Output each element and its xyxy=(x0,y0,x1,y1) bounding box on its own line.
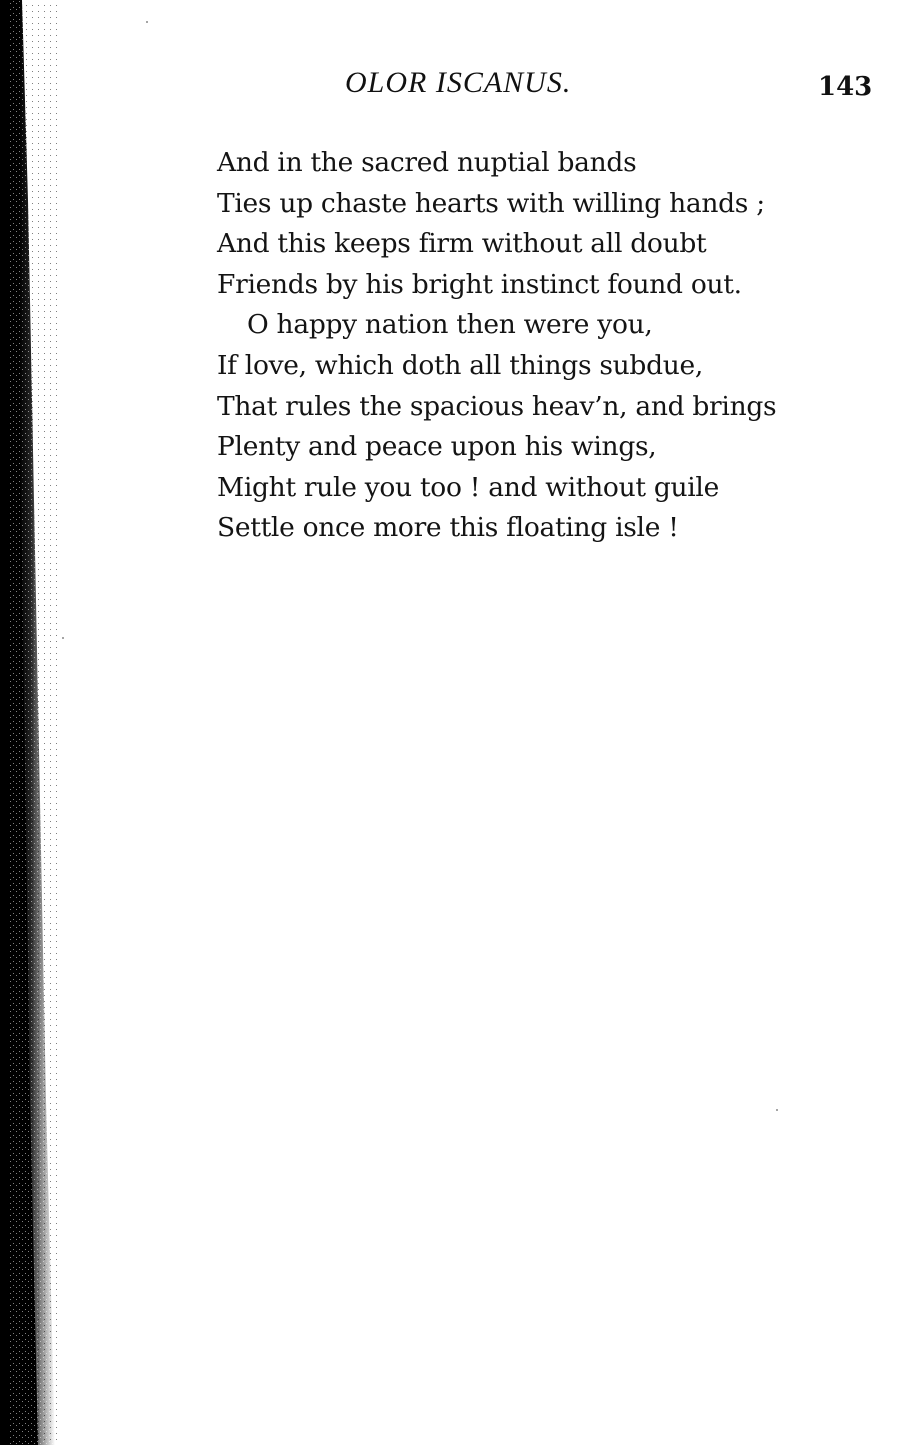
binding-shadow xyxy=(0,0,70,1445)
poem-text xyxy=(217,143,857,549)
poem-line: That rules the spacious heav’n, and brings xyxy=(217,390,777,422)
poem-line: Friends by his bright instinct found out. xyxy=(217,268,742,300)
poem-line: And this keeps firm without all doubt xyxy=(217,228,707,260)
scan-speck xyxy=(776,1109,778,1111)
poem-line: And in the sacred nuptial bands xyxy=(217,147,637,178)
poem-line: Might rule you too ! and without guile xyxy=(217,471,719,503)
poem-line: If love, which doth all things subdue, xyxy=(217,349,704,381)
poem-line: O happy nation then were you, xyxy=(247,309,653,341)
page-number: 143 xyxy=(818,72,873,102)
running-title: OLOR ISCANUS. xyxy=(345,66,572,99)
poem-line: Settle once more this floating isle ! xyxy=(217,512,679,544)
scan-speck xyxy=(62,637,64,639)
scan-speck xyxy=(146,21,148,23)
poem-line: Plenty and peace upon his wings, xyxy=(217,431,657,463)
poem-line: Ties up chaste hearts with willing hands ; xyxy=(217,187,765,219)
